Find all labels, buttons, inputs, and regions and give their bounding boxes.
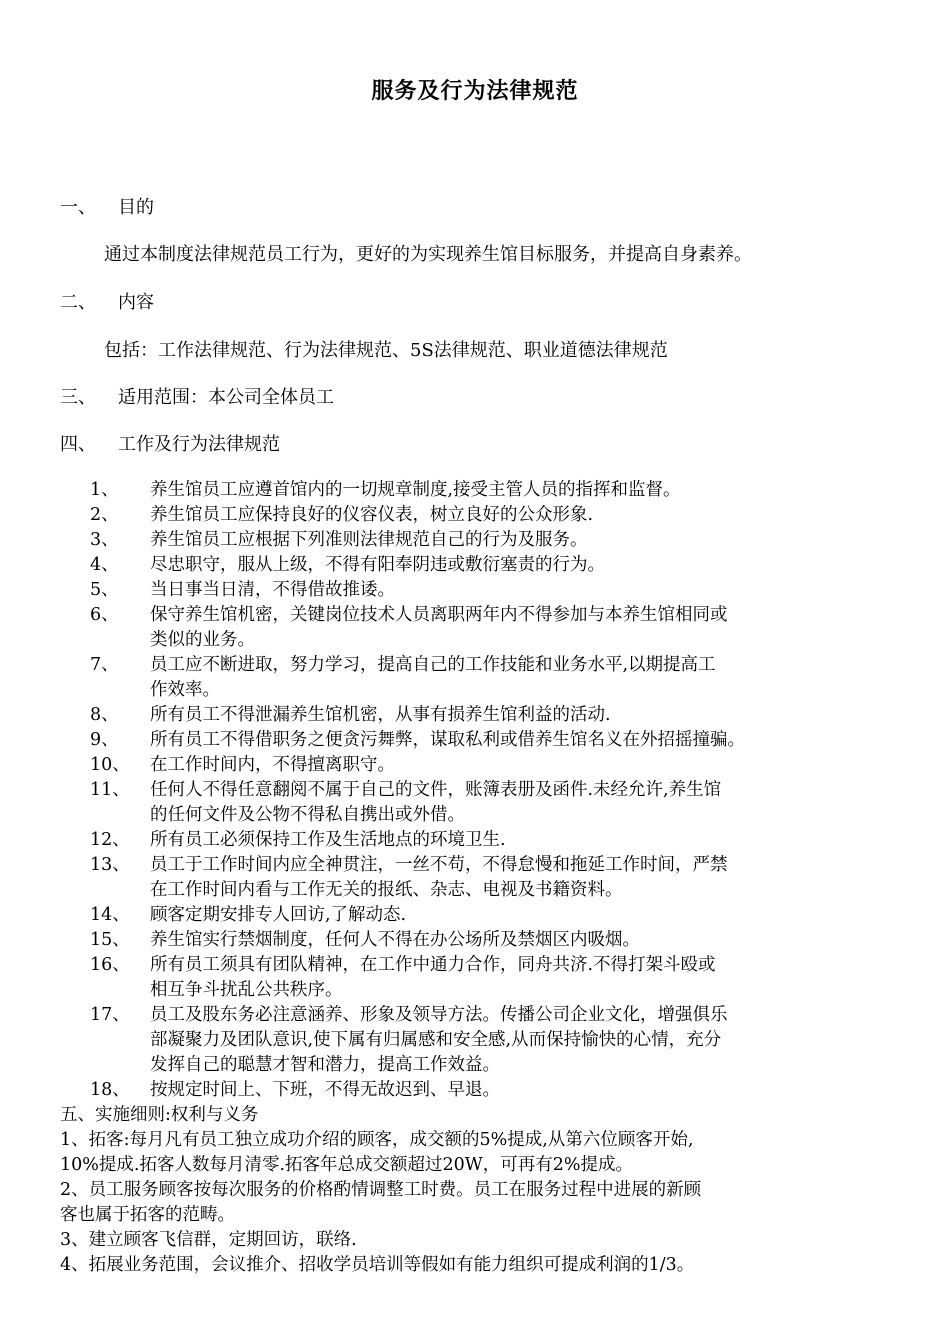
rule-text-line: 当日事当日清，不得借故推诿。 [150, 580, 395, 600]
rule-text [150, 478, 900, 503]
rule-item [90, 703, 900, 728]
rule-item [90, 528, 900, 553]
rule-text [150, 953, 900, 1003]
rule-text-line: 发挥自己的聪慧才智和潜力，提高工作效益。 [150, 1055, 500, 1075]
rule-text-line: 养生馆员工应遵首馆内的一切规章制度,接受主管人员的指挥和监督。 [150, 480, 681, 500]
rule-number: 18、 [90, 1080, 130, 1100]
section-label: 内容 [118, 292, 154, 313]
rule-text-line: 作效率。 [150, 680, 220, 700]
rule-text [150, 928, 900, 953]
rule-text [150, 728, 900, 753]
rule-text [150, 503, 900, 528]
rule-text [150, 778, 900, 828]
rule-text-line: 养生馆员工应根据下列准则法律规范自己的行为及服务。 [150, 530, 588, 550]
section-heading-rules [60, 430, 280, 456]
rule-number: 9、 [90, 730, 119, 750]
section-heading-purpose [60, 193, 154, 219]
rule-text-line: 员工应不断进取，努力学习，提高自己的工作技能和业务水平,以期提高工 [150, 655, 716, 675]
rule-item [90, 578, 900, 603]
rule-item [90, 778, 900, 828]
rule-item [90, 928, 900, 953]
rule-number: 4、 [90, 555, 119, 575]
rule-text-line: 所有员工必须保持工作及生活地点的环境卫生. [150, 830, 506, 850]
rule-text [150, 903, 900, 928]
section-label: 目的 [118, 197, 154, 218]
section-number: 一、 [60, 197, 96, 218]
rule-item [90, 1078, 900, 1103]
section-number: 四、 [60, 434, 96, 455]
rule-number: 17、 [90, 1005, 130, 1025]
rule-number: 14、 [90, 905, 130, 925]
implementation-line: 10%提成.拓客人数每月清零.拓客年总成交额超过20W，可再有2%提成。 [60, 1155, 634, 1175]
implementation-line: 4、拓展业务范围，会议推介、招收学员培训等假如有能力组织可提成利润的1/3。 [60, 1255, 695, 1275]
rule-item [90, 903, 900, 928]
rule-text-line: 养生馆实行禁烟制度，任何人不得在办公场所及禁烟区内吸烟。 [150, 930, 640, 950]
rule-text-line: 相互争斗扰乱公共秩序。 [150, 980, 343, 1000]
rule-text-line: 员工于工作时间内应全神贯注，一丝不苟，不得怠慢和拖延工作时间，严禁 [150, 855, 728, 875]
rule-text [150, 653, 900, 703]
rule-text-line: 在工作时间内，不得擅离职守。 [150, 755, 395, 775]
document-title: 服务及行为法律规范 [371, 78, 579, 104]
rule-number: 8、 [90, 705, 119, 725]
rule-number: 11、 [90, 780, 130, 800]
rule-text-line: 顾客定期安排专人回访,了解动态. [150, 905, 407, 925]
implementation-line: 客也属于拓客的范畴。 [60, 1205, 235, 1225]
rule-text [150, 753, 900, 778]
rule-item [90, 1003, 900, 1078]
rule-text-line: 所有员工不得借职务之便贪污舞弊，谋取私利或借养生馆名义在外招摇撞骗。 [150, 730, 745, 750]
rule-text-line: 员工及股东务必注意涵养、形象及领导方法。传播公司企业文化，增强俱乐 [150, 1005, 728, 1025]
rule-number: 10、 [90, 755, 130, 775]
section-heading-scope [60, 383, 334, 409]
implementation-line: 3、建立顾客飞信群，定期回访，联络. [60, 1230, 357, 1250]
rule-item [90, 728, 900, 753]
rule-text [150, 1078, 900, 1103]
rule-text [150, 853, 900, 903]
rule-item [90, 653, 900, 703]
rule-text-line: 部凝聚力及团队意识,使下属有归属感和安全感,从而保持愉快的心情，充分 [150, 1030, 722, 1050]
section-number: 三、 [60, 387, 96, 408]
rule-number: 15、 [90, 930, 130, 950]
rule-text-line: 任何人不得任意翻阅不属于自己的文件，账簿表册及函件.未经允许,养生馆 [150, 780, 722, 800]
rule-text [150, 528, 900, 553]
rule-number: 6、 [90, 605, 119, 625]
rule-text-line: 的任何文件及公物不得私自携出或外借。 [150, 805, 465, 825]
rule-number: 2、 [90, 505, 119, 525]
section-number: 二、 [60, 292, 96, 313]
rule-text [150, 553, 900, 578]
rule-item [90, 853, 900, 903]
rule-text-line: 在工作时间内看与工作无关的报纸、杂志、电视及书籍资料。 [150, 880, 623, 900]
rule-text-line: 保守养生馆机密，关键岗位技术人员离职两年内不得参加与本养生馆相同或 [150, 605, 728, 625]
rule-text-line: 类似的业务。 [150, 630, 255, 650]
section-label: 工作及行为法律规范 [118, 434, 280, 455]
purpose-paragraph: 通过本制度法律规范员工行为，更好的为实现养生馆目标服务，并提高自身素养。 [104, 244, 752, 265]
rule-number: 13、 [90, 855, 130, 875]
rule-text-line: 养生馆员工应保持良好的仪容仪表，树立良好的公众形象. [150, 505, 594, 525]
rule-text [150, 703, 900, 728]
rule-number: 7、 [90, 655, 119, 675]
rule-number: 1、 [90, 480, 119, 500]
rule-item [90, 753, 900, 778]
rule-text [150, 1003, 900, 1078]
rule-text [150, 578, 900, 603]
rule-number: 12、 [90, 830, 130, 850]
rule-number: 5、 [90, 580, 119, 600]
rule-item [90, 478, 900, 503]
rule-item [90, 953, 900, 1003]
rule-number: 16、 [90, 955, 130, 975]
rule-item [90, 828, 900, 853]
rule-text-line: 按规定时间上、下班，不得无故迟到、早退。 [150, 1080, 500, 1100]
rule-text [150, 828, 900, 853]
rule-item [90, 603, 900, 653]
rule-item [90, 553, 900, 578]
rule-text-line: 所有员工不得泄漏养生馆机密，从事有损养生馆利益的活动. [150, 705, 611, 725]
section-heading-implementation: 五、实施细则:权利与义务 [60, 1105, 259, 1125]
implementation-line: 2、员工服务顾客按每次服务的价格酌情调整工时费。员工在服务过程中进展的新顾 [60, 1180, 702, 1200]
rule-text-line: 所有员工须具有团队精神，在工作中通力合作，同舟共济.不得打架斗殴或 [150, 955, 716, 975]
rule-text-line: 尽忠职守，服从上级，不得有阳奉阴违或敷衍塞责的行为。 [150, 555, 605, 575]
rule-item [90, 503, 900, 528]
section-heading-content [60, 288, 154, 314]
rule-number: 3、 [90, 530, 119, 550]
rule-text [150, 603, 900, 653]
section-label: 适用范围：本公司全体员工 [118, 387, 334, 408]
implementation-line: 1、拓客:每月凡有员工独立成功介绍的顾客，成交额的5%提成,从第六位顾客开始, [60, 1130, 694, 1150]
content-paragraph: 包括：工作法律规范、行为法律规范、5S法律规范、职业道德法律规范 [104, 340, 668, 361]
